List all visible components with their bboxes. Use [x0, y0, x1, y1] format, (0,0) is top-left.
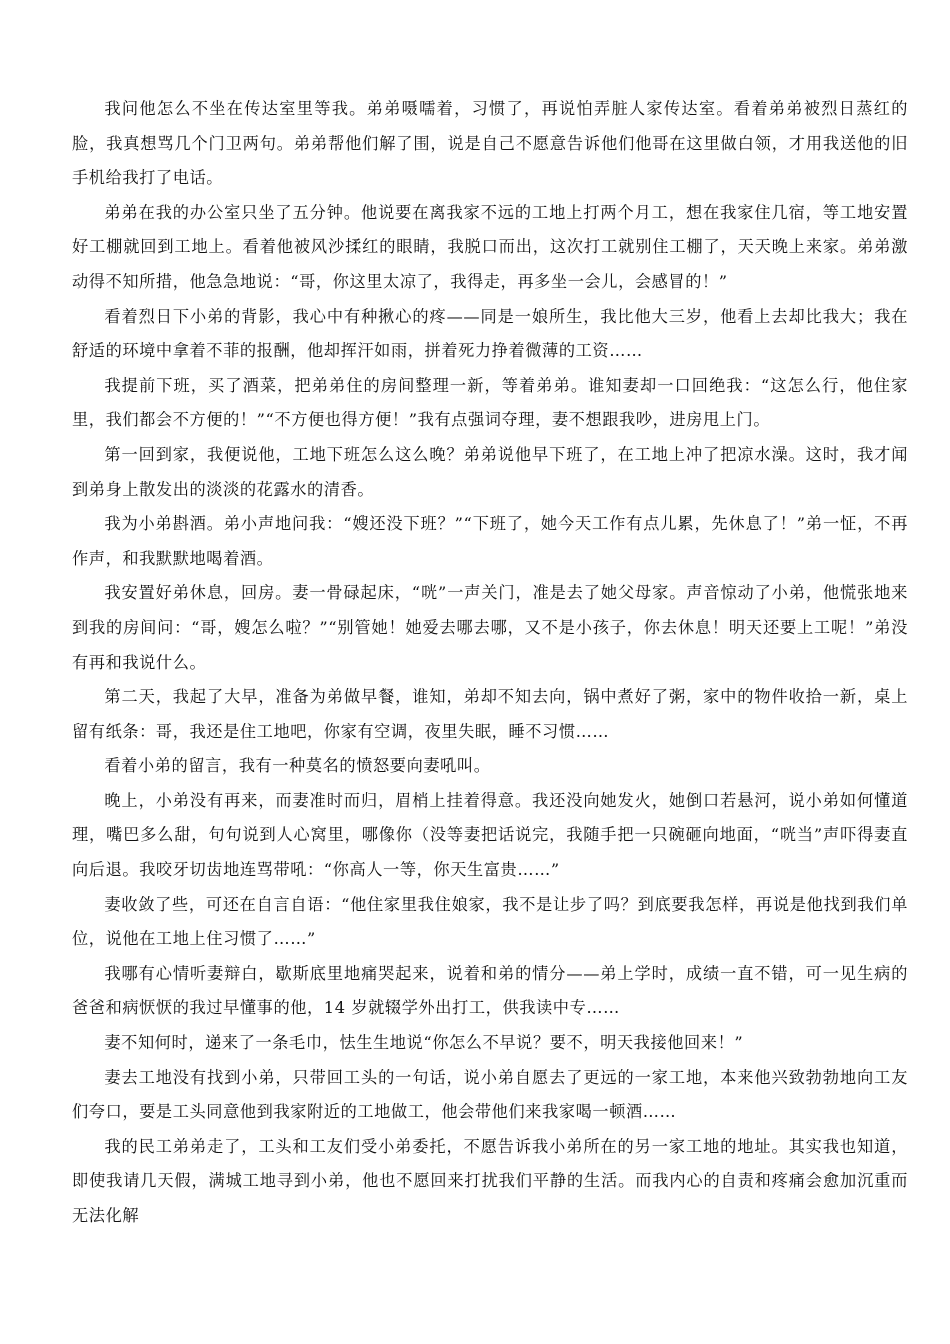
paragraph: 我的民工弟弟走了，工头和工友们受小弟委托，不愿告诉我小弟所在的另一家工地的地址。其实我也知道，即使我请几天假，满城工地寻到小弟，他也不愿回来打扰我们平静的生活。而我内心的自责和疼痛会愈加沉重而无法化解: [72, 1136, 908, 1225]
paragraph: 弟弟在我的办公室只坐了五分钟。他说要在离我家不远的工地上打两个月工，想在我家住几宿，等工地安置好工棚就回到工地上。看着他被风沙揉红的眼睛，我脱口而出，这次打工就别住工棚了，天天晚上来家。弟弟激动得不知所措，他急急地说：“哥，你这里太凉了，我得走，再多坐一会儿，会感冒的！”: [72, 202, 908, 291]
paragraph: 我为小弟斟酒。弟小声地问我：“嫂还没下班？”“下班了，她今天工作有点儿累，先休息了！”弟一怔，不再作声，和我默默地喝着酒。: [72, 514, 908, 568]
paragraph: 看着烈日下小弟的背影，我心中有种揪心的疼——同是一娘所生，我比他大三岁，他看上去却比我大；我在舒适的环境中拿着不菲的报酬，他却挥汗如雨，拼着死力挣着微薄的工资……: [72, 306, 908, 361]
paragraph: 妻去工地没有找到小弟，只带回工头的一句话，说小弟自愿去了更远的一家工地，本来他兴致勃勃地向工友们夸口，要是工头同意他到我家附近的工地做工，他会带他们来我家喝一顿酒……: [72, 1067, 908, 1122]
paragraph: 我提前下班，买了酒菜，把弟弟住的房间整理一新，等着弟弟。谁知妻却一口回绝我：“这怎么行，他住家里，我们都会不方便的！”“不方便也得方便！”我有点强词夺理，妻不想跟我吵，进房甩上门。: [72, 375, 908, 430]
paragraph: 第一回到家，我便说他，工地下班怎么这么晚？弟弟说他早下班了，在工地上冲了把凉水澡。这时，我才闻到弟身上散发出的淡淡的花露水的清香。: [72, 444, 908, 499]
paragraph: 我安置好弟休息，回房。妻一骨碌起床，“咣”一声关门，准是去了她父母家。声音惊动了小弟，他慌张地来到我的房间问：“哥，嫂怎么啦？”“别管她！她爱去哪去哪，又不是小孩子，你去休息！明天还要上工呢！”弟没有再和我说什么。: [72, 583, 908, 672]
document-body: [72, 92, 908, 1234]
paragraph: 第二天，我起了大早，准备为弟做早餐，谁知，弟却不知去向，锅中煮好了粥，家中的物件收拾一新，桌上留有纸条：哥，我还是住工地吧，你家有空调，夜里失眠，睡不习惯……: [72, 687, 908, 741]
paragraph: 妻收敛了些，可还在自言自语：“他住家里我住娘家，我不是让步了吗？到底要我怎样，再说是他找到我们单位，说他在工地上住习惯了……”: [72, 894, 908, 949]
paragraph: 我哪有心情听妻辩白，歇斯底里地痛哭起来，说着和弟的情分——弟上学时，成绩一直不错，可一见生病的爸爸和病恹恹的我过早懂事的他，14 岁就辍学外出打工，供我读中专……: [72, 963, 908, 1018]
paragraph: 我问他怎么不坐在传达室里等我。弟弟嗫嚅着，习惯了，再说怕弄脏人家传达室。看着弟弟被烈日蒸红的脸，我真想骂几个门卫两句。弟弟帮他们解了围，说是自己不愿意告诉他们他哥在这里做白领，才用我送他的旧手机给我打了电话。: [72, 99, 908, 188]
paragraph: 看着小弟的留言，我有一种莫名的愤怒要向妻吼叫。: [104, 756, 491, 776]
paragraph: 妻不知何时，递来了一条毛巾，怯生生地说“你怎么不早说？要不，明天我接他回来！”: [104, 1033, 744, 1053]
paragraph: 晚上，小弟没有再来，而妻准时而归，眉梢上挂着得意。我还没向她发火，她倒口若悬河，说小弟如何懂道理，嘴巴多么甜，句句说到人心窝里，哪像你（没等妻把话说完，我随手把一只碗砸向地面，“咣当”声吓得妻直向后退。我咬牙切齿地连骂带吼：“你高人一等，你天生富贵……”: [72, 790, 908, 880]
